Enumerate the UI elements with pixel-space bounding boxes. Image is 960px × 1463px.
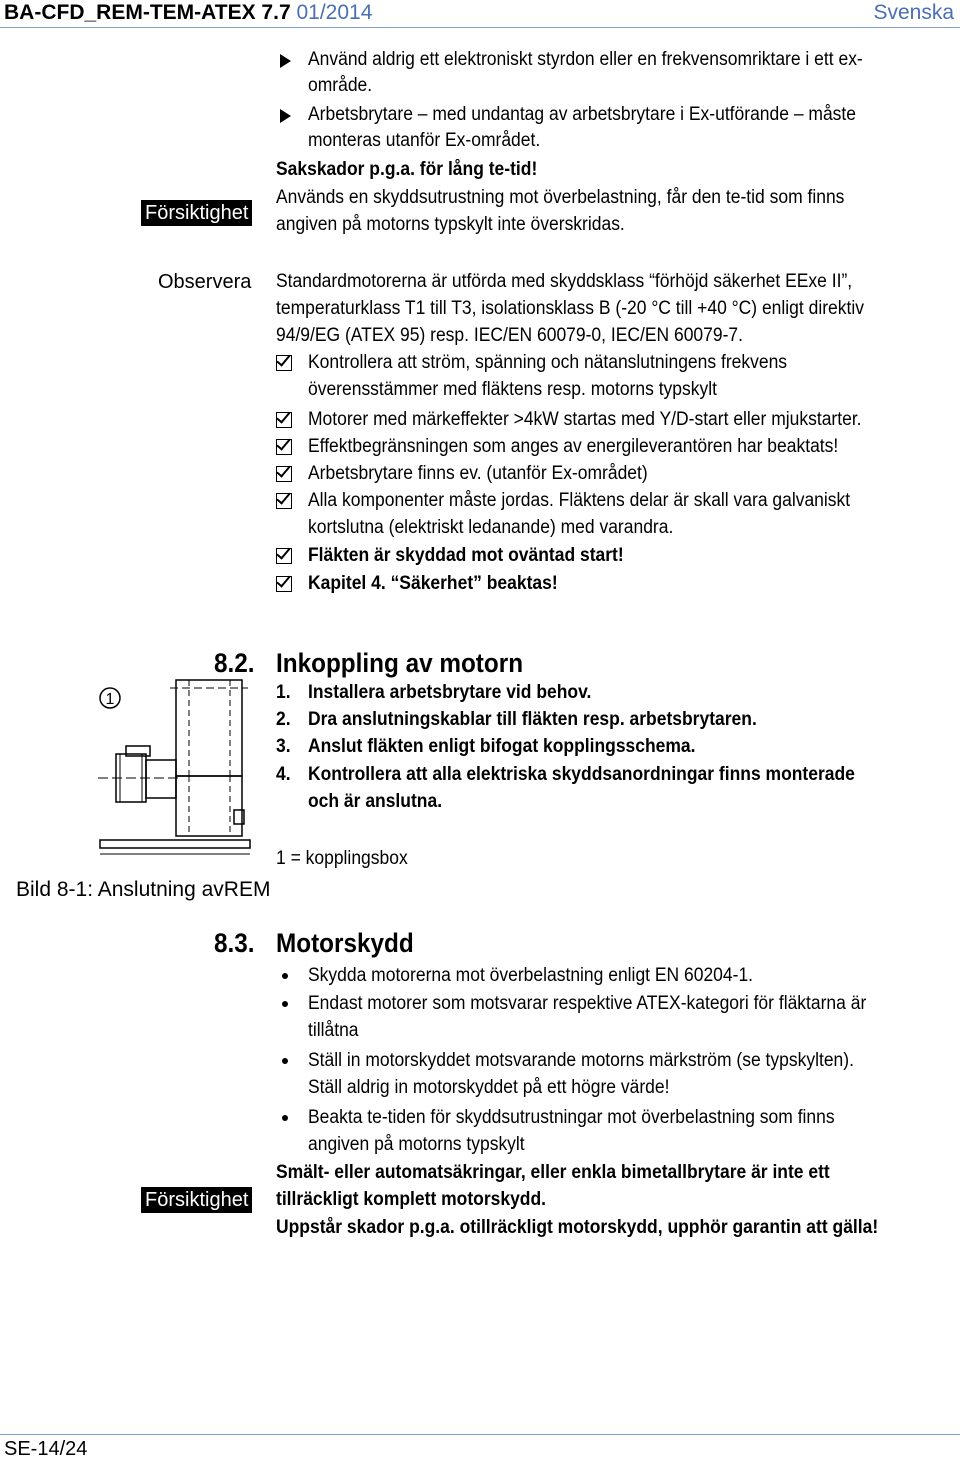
bullet-line: Endast motorer som motsvarar respektive ATEX-kategori för fläktarna är [308, 993, 867, 1014]
callout-number: 1 [105, 691, 115, 708]
top-bullet-1-line-1: Använd aldrig ett elektroniskt styrdon eller en frekvensomriktare i ett ex- [308, 49, 863, 70]
bullet-line: Skydda motorerna mot överbelastning enligt EN 60204-1. [308, 965, 754, 986]
check-7-line-1: Kapitel 4. “Säkerhet” beaktas! [308, 573, 558, 594]
checkbox-icon [276, 355, 292, 371]
caution-text-line-1: Smält- eller automatsäkringar, eller enkla bimetallbrytare är inte ett [276, 1162, 830, 1183]
caution-badge: Försiktighet [141, 1187, 252, 1213]
arrow-bullet-icon [280, 54, 291, 68]
note-line-1: Standardmotorerna är utförda med skyddsklass “förhöjd säkerhet EExe II”, [276, 271, 853, 292]
doc-language: Svenska [873, 1, 954, 24]
step-number: 4. [276, 764, 291, 785]
checkbox-icon [276, 493, 292, 509]
header-rule [0, 27, 960, 28]
note-label: Observera [158, 271, 252, 293]
footer-rule [0, 1434, 960, 1435]
step-text: Kontrollera att alla elektriska skyddsanordningar finns monterade [308, 764, 855, 785]
note-line-2: temperaturklass T1 till T3, isolationsklass B (-20 °C till +40 °C) enligt direktiv [276, 298, 864, 319]
check-1-line-1: Kontrollera att ström, spänning och nätanslutningens frekvens [308, 352, 788, 373]
caution-text-line-3: Uppstår skador p.g.a. otillräckligt motorskydd, upphör garantin att gälla! [276, 1217, 879, 1238]
arrow-bullet-icon [280, 109, 291, 123]
check-4-line-1: Arbetsbrytare finns ev. (utanför Ex-området) [308, 463, 648, 484]
section-title: Inkoppling av motorn [276, 648, 524, 678]
step-number: 1. [276, 682, 291, 703]
doc-date: 01/2014 [296, 1, 373, 24]
check-5-line-2: kortslutna (elektriskt ledanande) med varandra. [308, 517, 674, 538]
checkbox-icon [276, 576, 292, 592]
step-number: 3. [276, 736, 291, 757]
bullet-dot-icon [282, 1001, 288, 1007]
bullet-line: angiven på motorns typskylt [308, 1134, 525, 1155]
step-text-continued: och är anslutna. [308, 791, 443, 812]
bullet-line: tillåtna [308, 1020, 359, 1041]
step-text: Dra anslutningskablar till fläkten resp. arbetsbrytaren. [308, 709, 757, 730]
caution-text-line-2: tillräckligt komplett motorskydd. [276, 1189, 547, 1210]
document-header [4, 0, 372, 26]
bullet-line: Beakta te-tiden för skyddsutrustningar mot överbelastning som finns [308, 1107, 835, 1128]
top-bullet-2-line-1: Arbetsbrytare – med undantag av arbetsbrytare i Ex-utförande – måste [308, 104, 857, 125]
checkbox-icon [276, 466, 292, 482]
bullet-dot-icon [282, 1058, 288, 1064]
bullet-dot-icon [282, 1115, 288, 1121]
check-5-line-1: Alla komponenter måste jordas. Fläktens delar är skall vara galvaniskt [308, 490, 851, 511]
step-number: 2. [276, 709, 291, 730]
caution-text-line-1: Används en skyddsutrustning mot överbelastning, får den te-tid som finns [276, 187, 845, 208]
top-bullet-1-line-2: område. [308, 75, 373, 96]
bullet-dot-icon [282, 973, 288, 979]
note-line-3: 94/9/EG (ATEX 95) resp. IEC/EN 60079-0, IEC/EN 60079-7. [276, 325, 744, 346]
section-title: Motorskydd [276, 928, 414, 958]
bullet-line: Ställ aldrig in motorskyddet på ett högre värde! [308, 1077, 670, 1098]
check-2-line-1: Motorer med märkeffekter >4kW startas med Y/D-start eller mjukstarter. [308, 409, 862, 430]
check-3-line-1: Effektbegränsningen som anges av energileverantören har beaktats! [308, 436, 839, 457]
check-1-line-2: överensstämmer med fläktens resp. motorns typskylt [308, 379, 717, 400]
top-bullet-2-line-2: monteras utanför Ex-området. [308, 130, 541, 151]
caution-title: Sakskador p.g.a. för lång te-tid! [276, 159, 538, 180]
step-text: Anslut fläkten enligt bifogat kopplingsschema. [308, 736, 696, 757]
section-number: 8.2. [214, 648, 255, 678]
checkbox-icon [276, 439, 292, 455]
figure-legend: 1 = kopplingsbox [276, 848, 408, 869]
step-text: Installera arbetsbrytare vid behov. [308, 682, 592, 703]
doc-id: BA-CFD_REM-TEM-ATEX 7.7 [4, 1, 291, 24]
page-number: SE-14/24 [4, 1438, 88, 1460]
fan-connection-drawing [90, 668, 260, 868]
check-6-line-1: Fläkten är skyddad mot oväntad start! [308, 545, 624, 566]
section-number: 8.3. [214, 928, 255, 958]
caution-badge: Försiktighet [141, 200, 252, 226]
checkbox-icon [276, 412, 292, 428]
bullet-line: Ställ in motorskyddet motsvarande motorns märkström (se typskylten). [308, 1050, 854, 1071]
figure-caption: Bild 8-1: Anslutning avREM [16, 878, 271, 901]
caution-text-line-2: angiven på motorns typskylt inte överskridas. [276, 214, 625, 235]
checkbox-icon [276, 548, 292, 564]
